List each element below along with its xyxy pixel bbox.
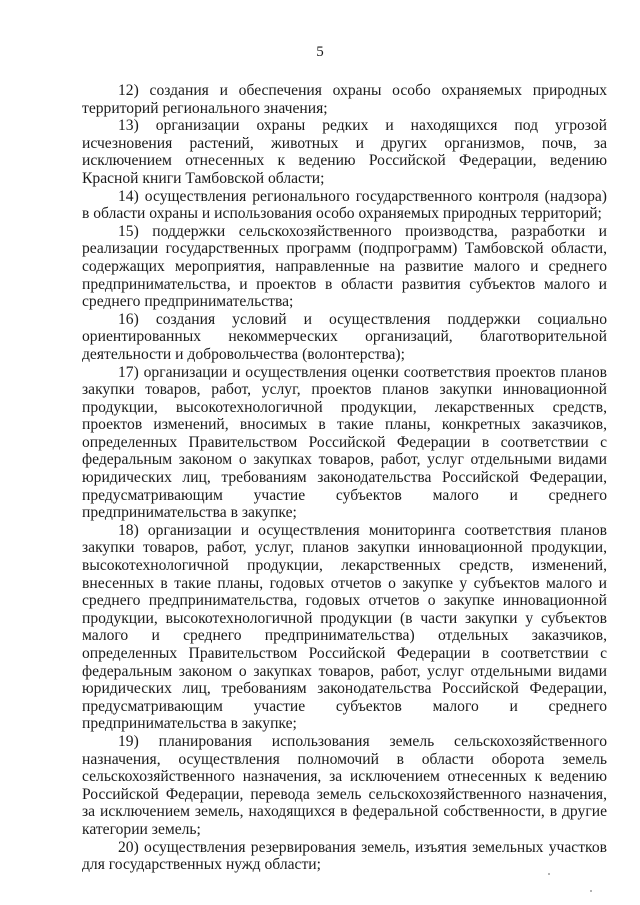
paragraph-item-13: 13) организации охраны редких и находящихся под угрозой исчезновения растений, животных и других организмов, почв, за исключением отнесенных к ведению Российской Федерации, ведению Красной книги Тамбовской области; — [82, 117, 607, 187]
paragraph-item-15: 15) поддержки сельскохозяйственного производства, разработки и реализации государственных программ (подпрограмм) Тамбовской области, содержащих мероприятия, направленные на развитие малого и среднего предпринимательства, и проектов в области развития субъектов малого и среднего предпринимательства; — [82, 222, 607, 311]
scan-speck — [590, 890, 592, 892]
document-body — [82, 82, 607, 874]
paragraph-item-19: 19) планирования использования земель сельскохозяйственного назначения, осуществления полномочий в области оборота земель сельскохозяйственного назначения, за исключением отнесенных к ведению Российской Федерации, перевода земель сельскохозяйственного назначения, за исключением земель, находящихся в федеральной собственности, в другие категории земель; — [82, 732, 607, 838]
paragraph-item-16: 16) создания условий и осуществления поддержки социально ориентированных некоммерческих организаций, благотворительной деятельности и добровольчества (волонтерства); — [82, 310, 607, 363]
paragraph-item-12: 12) создания и обеспечения охраны особо охраняемых природных территорий регионального значения; — [82, 82, 607, 117]
paragraph-item-14: 14) осуществления регионального государственного контроля (надзора) в области охраны и использования особо охраняемых природных территорий; — [82, 187, 607, 223]
scan-speck — [548, 873, 550, 875]
paragraph-item-20: 20) осуществления резервирования земель, изъятия земельных участков для государственных нужд области; — [82, 838, 607, 874]
paragraph-item-17: 17) организации и осуществления оценки соответствия проектов планов закупки товаров, работ, услуг, проектов планов закупки инновационной продукции, высокотехнологичной продукции, лекарственных средств, проектов изменений, вносимых в такие планы, конкретных заказчиков, определенных Правительством Российской Федерации в соответствии с федеральным законом о закупках товаров, работ, услуг отдельными видами юридических лиц, требованиям законодательства Российской Федерации, предусматривающим участие субъектов малого и среднего предпринимательства в закупке; — [82, 363, 607, 522]
page-number: 5 — [316, 44, 324, 60]
paragraph-item-18: 18) организации и осуществления мониторинга соответствия планов закупки товаров, работ, услуг, планов закупки инновационной продукции, высокотехнологичной продукции, лекарственных средств, изменений, внесенных в такие планы, годовых отчетов о закупке у субъектов малого и среднего предпринимательства, годовых отчетов о закупке инновационной продукции, высокотехнологичной продукции (в части закупки у субъектов малого и среднего предпринимательства) отдельных заказчиков, определенных Правительством Российской Федерации в соответствии с федеральным законом о закупках товаров, работ, услуг отдельными видами юридических лиц, требованиям законодательства Российской Федерации, предусматривающим участие субъектов малого и среднего предпринимательства в закупке; — [82, 521, 607, 733]
